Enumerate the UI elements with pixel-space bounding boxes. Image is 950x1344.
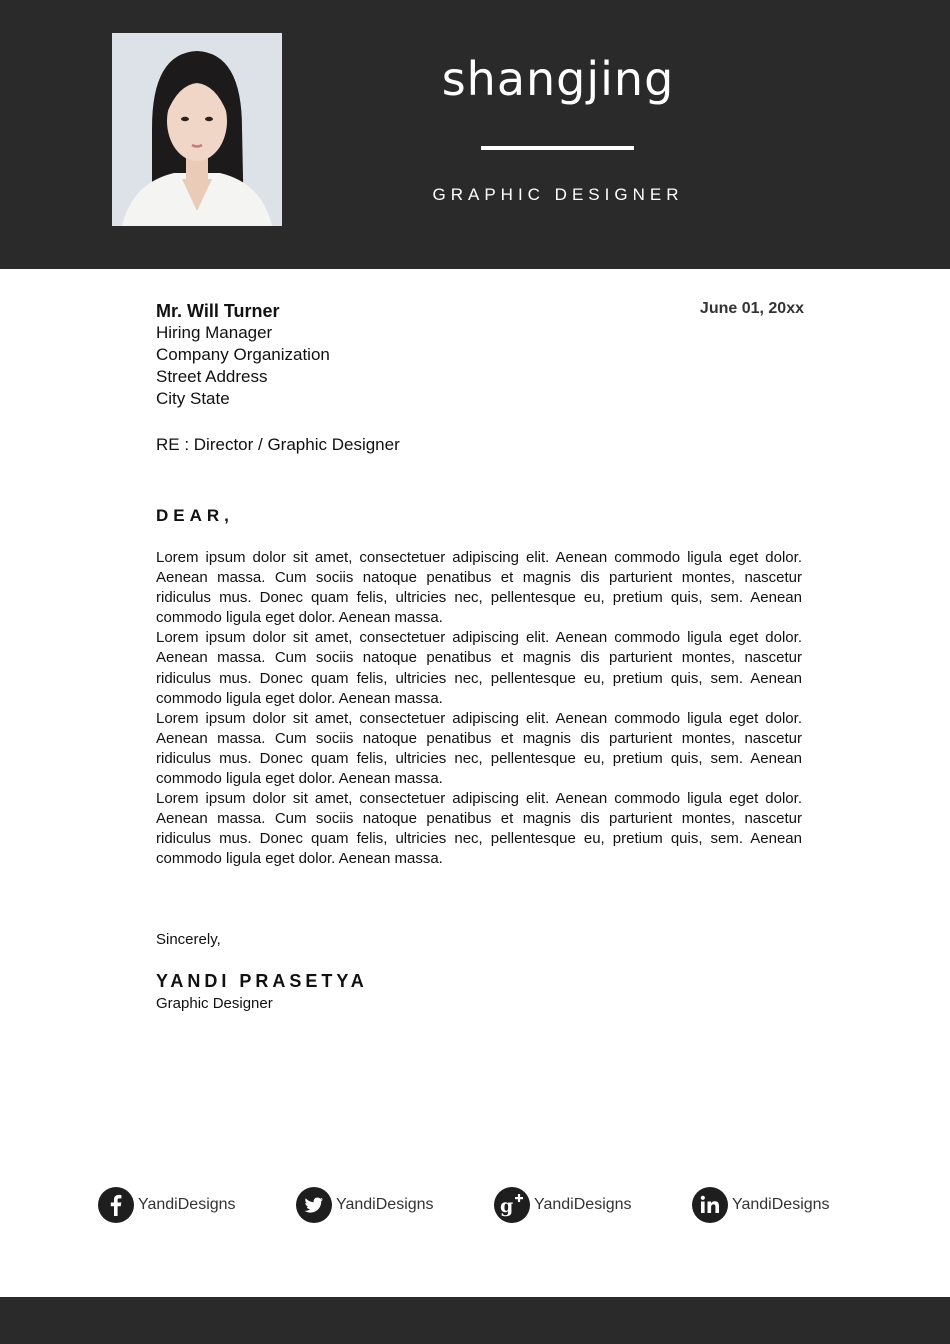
recipient-block [156, 300, 330, 410]
social-google-plus[interactable] [494, 1187, 632, 1223]
linkedin-handle[interactable]: YandiDesigns [732, 1196, 830, 1213]
closing: Sincerely, [156, 931, 221, 948]
re-line: RE : Director / Graphic Designer [156, 435, 400, 454]
body-paragraph: Lorem ipsum dolor sit amet, consectetuer adipiscing elit. Aenean commodo ligula eget dolor. Aenean massa. Cum sociis natoque penatibus et magnis dis parturient montes, nascetur ridiculus mus. Donec quam felis, ultricies nec, pellentesque eu, pretium quis, sem. Aenean commodo ligula eget dolor. Aenean massa. [156, 709, 802, 788]
svg-text:g: g [500, 1195, 514, 1217]
google-plus-handle[interactable]: YandiDesigns [534, 1196, 632, 1213]
social-twitter[interactable] [296, 1187, 434, 1223]
twitter-handle[interactable]: YandiDesigns [336, 1196, 434, 1213]
salutation: DEAR, [156, 506, 234, 525]
signature-title: Graphic Designer [156, 995, 273, 1012]
recipient-company: Company Organization [156, 345, 330, 364]
recipient-name: Mr. Will Turner [156, 301, 280, 321]
body-paragraph: Lorem ipsum dolor sit amet, consectetuer adipiscing elit. Aenean commodo ligula eget dolor. Aenean massa. Cum sociis natoque penatibus et magnis dis parturient montes, nascetur ridiculus mus. Donec quam felis, ultricies nec, pellentesque eu, pretium quis, sem. Aenean commodo ligula eget dolor. Aenean massa. [156, 790, 802, 868]
header-banner [0, 0, 950, 269]
applicant-name: shangjing [441, 52, 675, 106]
google-plus-icon[interactable] [494, 1187, 530, 1223]
recipient-city: City State [156, 389, 230, 408]
social-facebook[interactable] [98, 1187, 236, 1223]
body-paragraph: Lorem ipsum dolor sit amet, consectetuer adipiscing elit. Aenean commodo ligula eget dolor. Aenean massa. Cum sociis natoque penatibus et magnis dis parturient montes, nascetur ridiculus mus. Donec quam felis, ultricies nec, pellentesque eu, pretium quis, sem. Aenean commodo ligula eget dolor. Aenean massa. [156, 549, 802, 627]
applicant-title: GRAPHIC DESIGNER [432, 185, 684, 204]
signature-name: YANDI PRASETYA [156, 971, 368, 991]
recipient-position: Hiring Manager [156, 323, 273, 342]
footer-bar [0, 1297, 950, 1344]
body-paragraph: Lorem ipsum dolor sit amet, consectetuer adipiscing elit. Aenean commodo ligula eget dolor. Aenean massa. Cum sociis natoque penatibus et magnis dis parturient montes, nascetur ridiculus mus. Donec quam felis, ultricies nec, pellentesque eu, pretium quis, sem. Aenean commodo ligula eget dolor. Aenean massa. [156, 629, 802, 707]
letter-date: June 01, 20xx [699, 300, 804, 317]
facebook-handle[interactable]: YandiDesigns [138, 1196, 236, 1213]
recipient-street: Street Address [156, 367, 268, 386]
letter-body [156, 548, 802, 870]
linkedin-icon[interactable] [692, 1187, 728, 1223]
twitter-icon[interactable] [296, 1187, 332, 1223]
facebook-icon[interactable] [98, 1187, 134, 1223]
name-divider [481, 146, 634, 150]
social-linkedin[interactable] [692, 1187, 830, 1223]
profile-photo [112, 33, 282, 226]
